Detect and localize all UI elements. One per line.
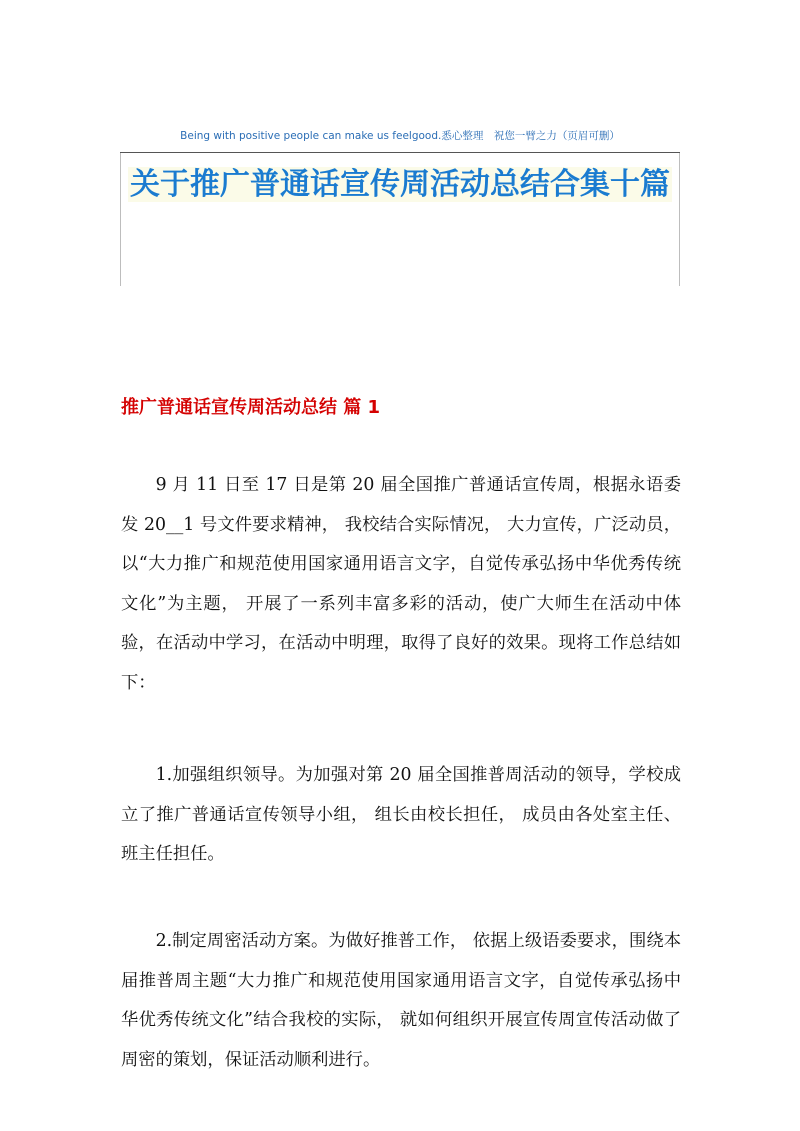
title-frame-right-border [679, 153, 680, 286]
document-title [121, 156, 679, 214]
body-paragraph-organization: 1.加强组织领导。为加强对第 20 届全国推普周活动的领导，学校成立了推广普通话宣传领导小组， 组长由校长担任， 成员由各处室主任、班主任担任。 [121, 765, 681, 864]
body-paragraph-intro: 9 月 11 日至 17 日是第 20 届全国推广普通话宣传周，根据永语委发 20__1 号文件要求精神， 我校结合实际情况， 大力宣传，广泛动员，以“大力推广和规范使用国家通用语言文字，自觉传承弘扬中华优秀传统文化”为主题， 开展了一系列丰富多彩的活动，使广大师生在活动中体验，在活动中学习，在活动中明理，取得了良好的效果。现将工作总结如下： [121, 475, 681, 693]
page-header-text: Being with positive people can make us feelgood.悉心整理 祝您一臂之力（页眉可删） [180, 130, 620, 142]
document-title-text: 关于推广普通话宣传周活动总结合集十篇 [130, 167, 670, 202]
header-divider [120, 152, 680, 153]
section-heading: 推广普通话宣传周活动总结 篇 1 [121, 397, 381, 418]
body-paragraph-plan: 2.制定周密活动方案。为做好推普工作， 依据上级语委要求，围绕本届推普周主题“大力推广和规范使用国家通用语言文字，自觉传承弘扬中华优秀传统文化”结合我校的实际， 就如何组织开展宣传周宣传活动做了周密的策划，保证活动顺利进行。 [121, 931, 681, 1070]
title-area [121, 156, 679, 258]
